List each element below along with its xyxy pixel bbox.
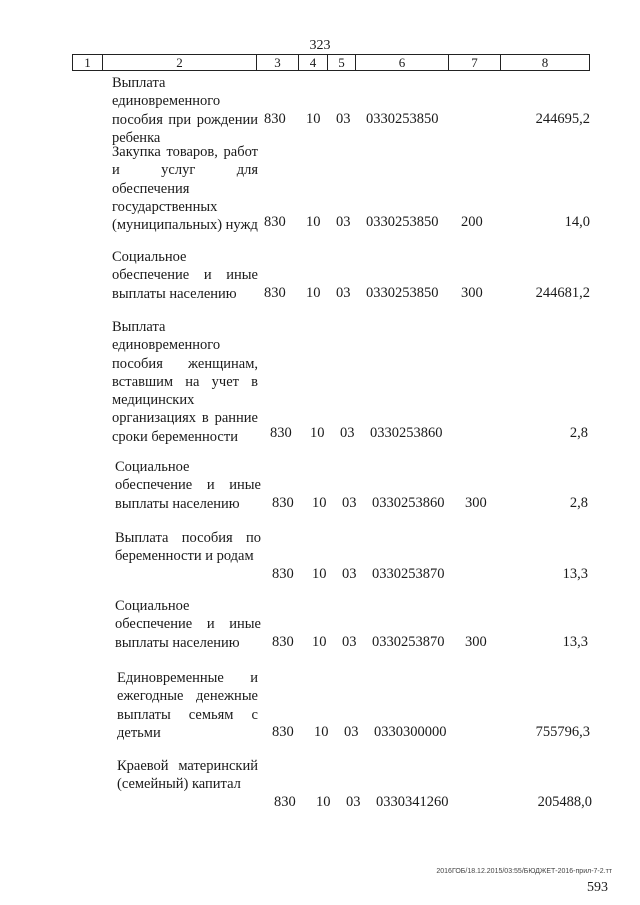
table-header bbox=[72, 54, 590, 71]
cell-col-3: 830 bbox=[272, 495, 294, 511]
cell-col-5: 03 bbox=[342, 495, 357, 511]
cell-col-3: 830 bbox=[270, 425, 292, 441]
row-name: Закупка товаров, работ и услуг для обеспечения государственных (муниципальных) нужд bbox=[112, 144, 258, 234]
cell-col-3: 830 bbox=[274, 794, 296, 810]
table-row bbox=[0, 143, 640, 234]
header-col-2: 2 bbox=[103, 55, 257, 70]
row-name: Социальное обеспечение и иные выплаты населению bbox=[112, 249, 258, 302]
cell-col-5: 03 bbox=[342, 634, 357, 650]
header-col-1: 1 bbox=[73, 55, 103, 70]
cell-col-4: 10 bbox=[306, 214, 321, 230]
cell-col-8: 244695,2 bbox=[535, 111, 590, 127]
cell-col-5: 03 bbox=[336, 214, 351, 230]
row-name: Выплата единовременного пособия при рождении ребенка bbox=[112, 75, 258, 146]
cell-col-5: 03 bbox=[344, 724, 359, 740]
cell-col-6: 0330300000 bbox=[374, 724, 447, 740]
cell-col-5: 03 bbox=[346, 794, 361, 810]
cell-col-3: 830 bbox=[264, 214, 286, 230]
header-col-6: 6 bbox=[356, 55, 449, 70]
cell-col-8: 2,8 bbox=[569, 495, 588, 511]
header-col-3: 3 bbox=[257, 55, 299, 70]
cell-col-6: 0330253850 bbox=[366, 111, 439, 127]
table-row bbox=[0, 757, 640, 811]
cell-col-6: 0330253860 bbox=[370, 425, 443, 441]
page-number-bottom: 593 bbox=[587, 880, 608, 895]
table-row bbox=[0, 597, 640, 651]
cell-col-7: 300 bbox=[461, 285, 483, 301]
cell-col-8: 14,0 bbox=[564, 214, 590, 230]
cell-col-4: 10 bbox=[306, 111, 321, 127]
row-name: Единовременные и ежегодные денежные выплаты семьям с детьми bbox=[117, 670, 258, 741]
cell-col-6: 0330253860 bbox=[372, 495, 445, 511]
table-row bbox=[0, 318, 640, 445]
cell-col-8: 13,3 bbox=[562, 566, 588, 582]
cell-col-4: 10 bbox=[316, 794, 331, 810]
table-row bbox=[0, 458, 640, 512]
cell-col-8: 755796,3 bbox=[535, 724, 590, 740]
row-name: Социальное обеспечение и иные выплаты населению bbox=[115, 598, 261, 651]
header-col-8: 8 bbox=[541, 55, 549, 70]
cell-col-6: 0330253870 bbox=[372, 566, 445, 582]
cell-col-4: 10 bbox=[312, 495, 327, 511]
header-col-5: 5 bbox=[328, 55, 356, 70]
table-row bbox=[0, 529, 640, 583]
cell-col-3: 830 bbox=[272, 724, 294, 740]
cell-col-4: 10 bbox=[312, 566, 327, 582]
cell-col-7: 300 bbox=[465, 634, 487, 650]
cell-col-3: 830 bbox=[264, 285, 286, 301]
row-name: Социальное обеспечение и иные выплаты населению bbox=[115, 459, 261, 512]
cell-col-5: 03 bbox=[340, 425, 355, 441]
header-col-4: 4 bbox=[299, 55, 328, 70]
cell-col-3: 830 bbox=[272, 634, 294, 650]
cell-col-3: 830 bbox=[264, 111, 286, 127]
cell-col-6: 0330253850 bbox=[366, 285, 439, 301]
cell-col-4: 10 bbox=[310, 425, 325, 441]
row-name: Выплата пособия по беременности и родам bbox=[115, 530, 261, 565]
cell-col-8: 205488,0 bbox=[537, 794, 592, 810]
footer-stamp: 2016ГОБ/18.12.2015/03:55/БЮДЖЕТ-2016-прил-7-2.тт bbox=[436, 868, 612, 875]
table-row bbox=[0, 248, 640, 302]
cell-col-5: 03 bbox=[336, 285, 351, 301]
cell-col-8: 13,3 bbox=[562, 634, 588, 650]
table-row bbox=[0, 669, 640, 741]
cell-col-7: 200 bbox=[461, 214, 483, 230]
page-number-top: 323 bbox=[309, 38, 331, 53]
cell-col-7: 300 bbox=[465, 495, 487, 511]
cell-col-3: 830 bbox=[272, 566, 294, 582]
cell-col-4: 10 bbox=[314, 724, 329, 740]
cell-col-5: 03 bbox=[336, 111, 351, 127]
cell-col-6: 0330253870 bbox=[372, 634, 445, 650]
cell-col-4: 10 bbox=[312, 634, 327, 650]
header-col-7: 7 bbox=[449, 55, 501, 70]
cell-col-8: 244681,2 bbox=[535, 285, 590, 301]
row-name: Выплата единовременного пособия женщинам, вставшим на учет в медицинских организациях в ранние сроки беременности bbox=[112, 319, 258, 445]
cell-col-6: 0330341260 bbox=[376, 794, 449, 810]
cell-col-5: 03 bbox=[342, 566, 357, 582]
cell-col-8: 2,8 bbox=[569, 425, 588, 441]
cell-col-6: 0330253850 bbox=[366, 214, 439, 230]
row-name: Краевой материнский (семейный) капитал bbox=[117, 758, 258, 793]
table-row bbox=[0, 74, 640, 146]
cell-col-4: 10 bbox=[306, 285, 321, 301]
